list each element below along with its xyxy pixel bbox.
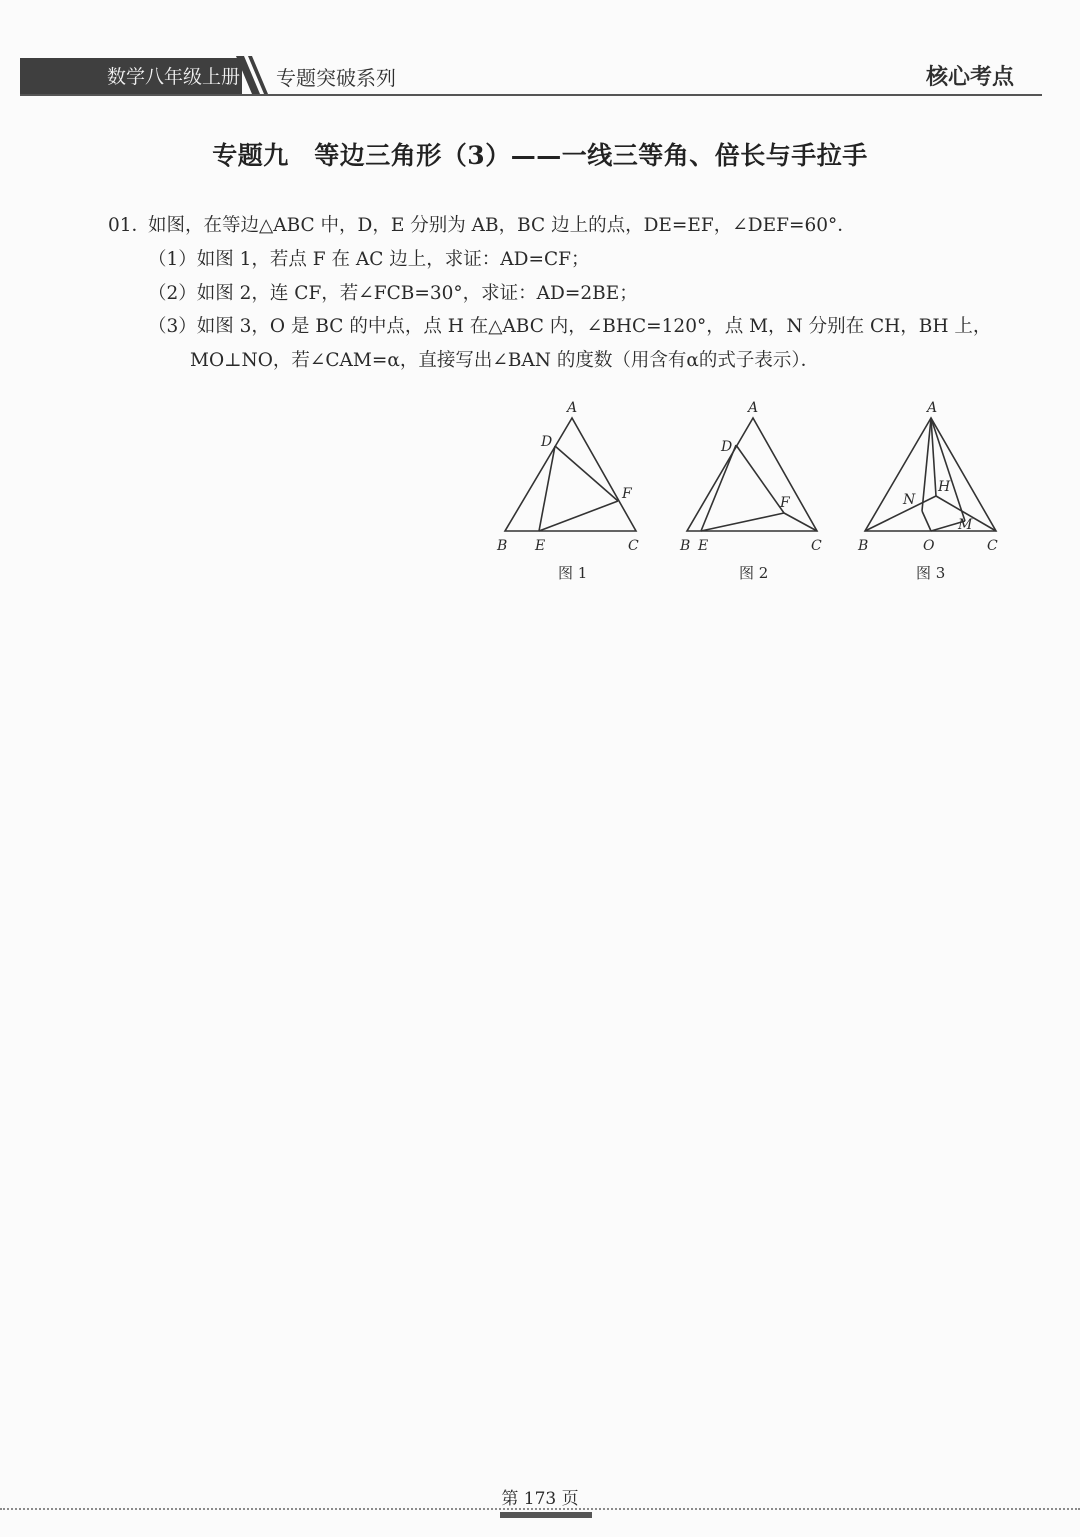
question-part-3-continued: MO⊥NO，若∠CAM=α，直接写出∠BAN 的度数（用含有α的式子表示）．	[190, 350, 820, 371]
fig1-label-e: E	[535, 538, 546, 554]
figure-3-diagram	[865, 418, 996, 531]
footer-accent	[500, 1512, 592, 1518]
figure-2-diagram	[687, 418, 817, 531]
series-title: 专题突破系列	[276, 66, 396, 90]
figure-1-diagram	[505, 418, 636, 531]
fig2-label-a: A	[748, 400, 759, 416]
fig3-label-o: O	[923, 538, 935, 554]
fig3-label-b: B	[858, 538, 869, 554]
footer-rule	[0, 1508, 1080, 1510]
fig3-label-h: H	[938, 479, 951, 495]
fig3-label-a: A	[927, 400, 938, 416]
fig3-label-c: C	[987, 538, 998, 554]
figure-1-caption: 图 1	[558, 564, 588, 582]
question-number: 01．	[108, 215, 151, 236]
fig1-label-b: B	[497, 538, 508, 554]
section-label: 核心考点	[925, 64, 1014, 90]
page-number: 第 173 页	[501, 1489, 579, 1509]
question-part-1: （1）如图 1，若点 F 在 AC 边上，求证：AD=CF；	[148, 249, 590, 270]
figure-2-caption: 图 2	[739, 564, 769, 582]
fig3-label-m: M	[958, 517, 973, 533]
fig2-label-d: D	[721, 439, 733, 455]
fig2-label-e: E	[698, 538, 709, 554]
fig1-label-c: C	[628, 538, 639, 554]
fig2-label-f: F	[780, 495, 790, 511]
fig1-label-a: A	[567, 400, 578, 416]
question-part-2: （2）如图 2，连 CF，若∠FCB=30°，求证：AD=2BE；	[148, 283, 638, 304]
fig2-label-b: B	[680, 538, 691, 554]
question-stem: 如图，在等边△ABC 中，D，E 分别为 AB，BC 边上的点，DE=EF，∠DEF=60°．	[148, 215, 856, 236]
question-part-3: （3）如图 3，O 是 BC 的中点，点 H 在△ABC 内，∠BHC=120°，点 M，N 分别在 CH，BH 上，	[148, 316, 992, 337]
page-header	[0, 0, 1080, 100]
fig1-label-d: D	[541, 434, 553, 450]
header-rule	[20, 94, 1042, 96]
figure-3-caption: 图 3	[916, 564, 946, 582]
fig1-label-f: F	[622, 486, 632, 502]
page-title: 专题九 等边三角形（3）——一线三等角、倍长与手拉手	[212, 141, 868, 170]
fig2-label-c: C	[811, 538, 822, 554]
book-title: 数学八年级上册	[107, 66, 241, 88]
header-separator-icon	[236, 56, 276, 96]
fig3-label-n: N	[903, 492, 916, 508]
geometry-figures	[480, 390, 1040, 590]
figures	[480, 390, 1040, 590]
